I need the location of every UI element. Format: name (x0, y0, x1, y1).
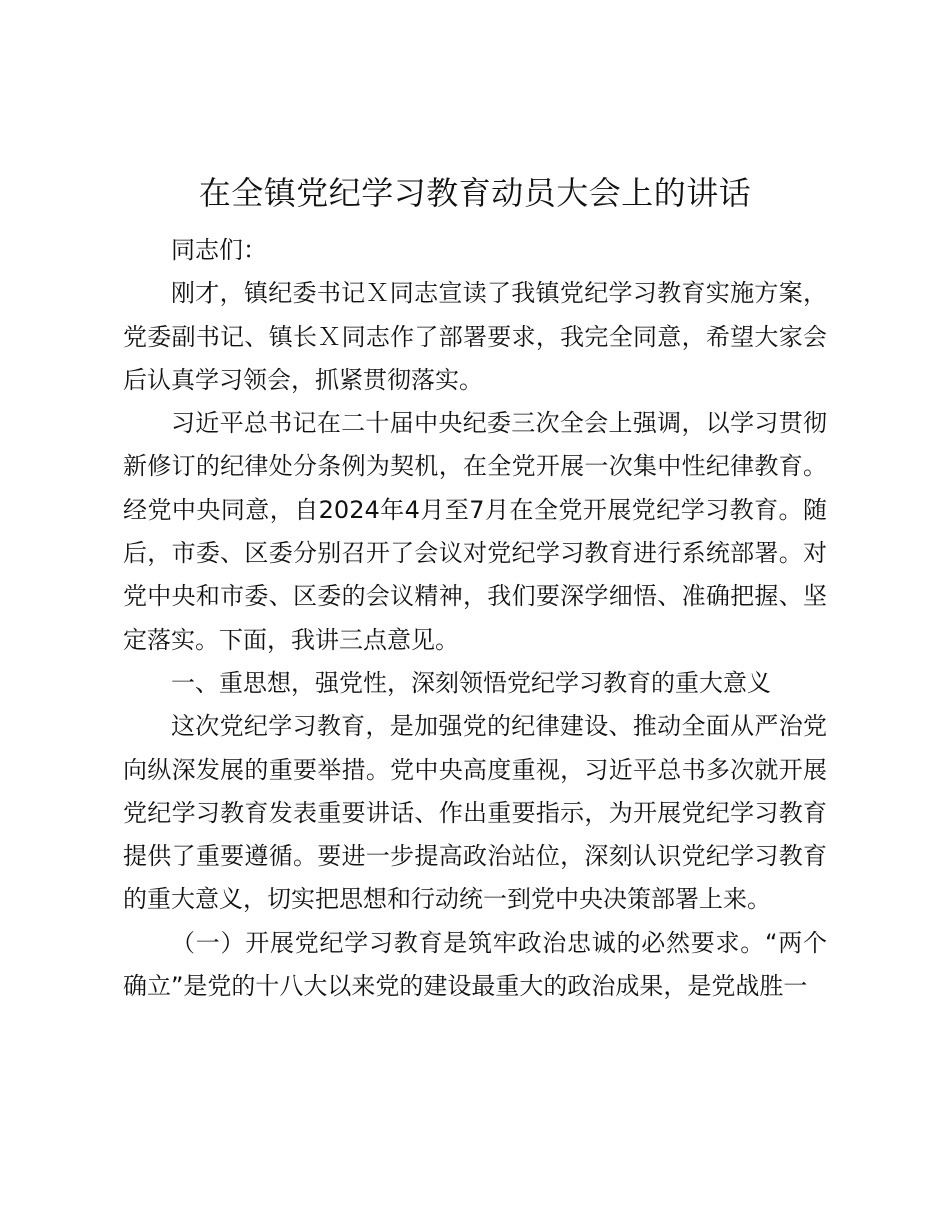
salutation: 同志们： (171, 236, 267, 264)
paragraph-background: 习近平总书记在二十届中央纪委三次全会上强调，以学习贯彻新修订的纪律处分条例为契机，在全党开展一次集中性纪律教育。经党中央同意，自2024年4月至7月在全党开展党纪学习教育。随后，市委、区委分别召开了会议对党纪学习教育进行系统部署。对党中央和市委、区委的会议精神，我们要深学细悟、准确把握、坚定落实。下面，我讲三点意见。 (123, 409, 827, 654)
paragraph-opening: 刚才，镇纪委书记Ｘ同志宣读了我镇党纪学习教育实施方案，党委副书记、镇长Ｘ同志作了部署要求，我完全同意，希望大家会后认真学习领会，抓紧贯彻落实。 (123, 279, 827, 394)
document-body (123, 229, 827, 1008)
document-title: 在全镇党纪学习教育动员大会上的讲话 (198, 174, 752, 212)
paragraph-significance: 这次党纪学习教育，是加强党的纪律建设、推动全面从严治党向纵深发展的重要举措。党中央高度重视，习近平总书多次就开展党纪学习教育发表重要讲话、作出重要指示，为开展党纪学习教育提供了重要遵循。要进一步提高政治站位，深刻认识党纪学习教育的重大意义，切实把思想和行动统一到党中央决策部署上来。 (123, 712, 827, 914)
paragraph-point-one: （一）开展党纪学习教育是筑牢政治忠诚的必然要求。“两个确立”是党的十八大以来党的建设最重大的政治成果，是党战胜一 (123, 928, 827, 1001)
section-heading-one: 一、重思想，强党性，深刻领悟党纪学习教育的重大意义 (171, 668, 771, 697)
